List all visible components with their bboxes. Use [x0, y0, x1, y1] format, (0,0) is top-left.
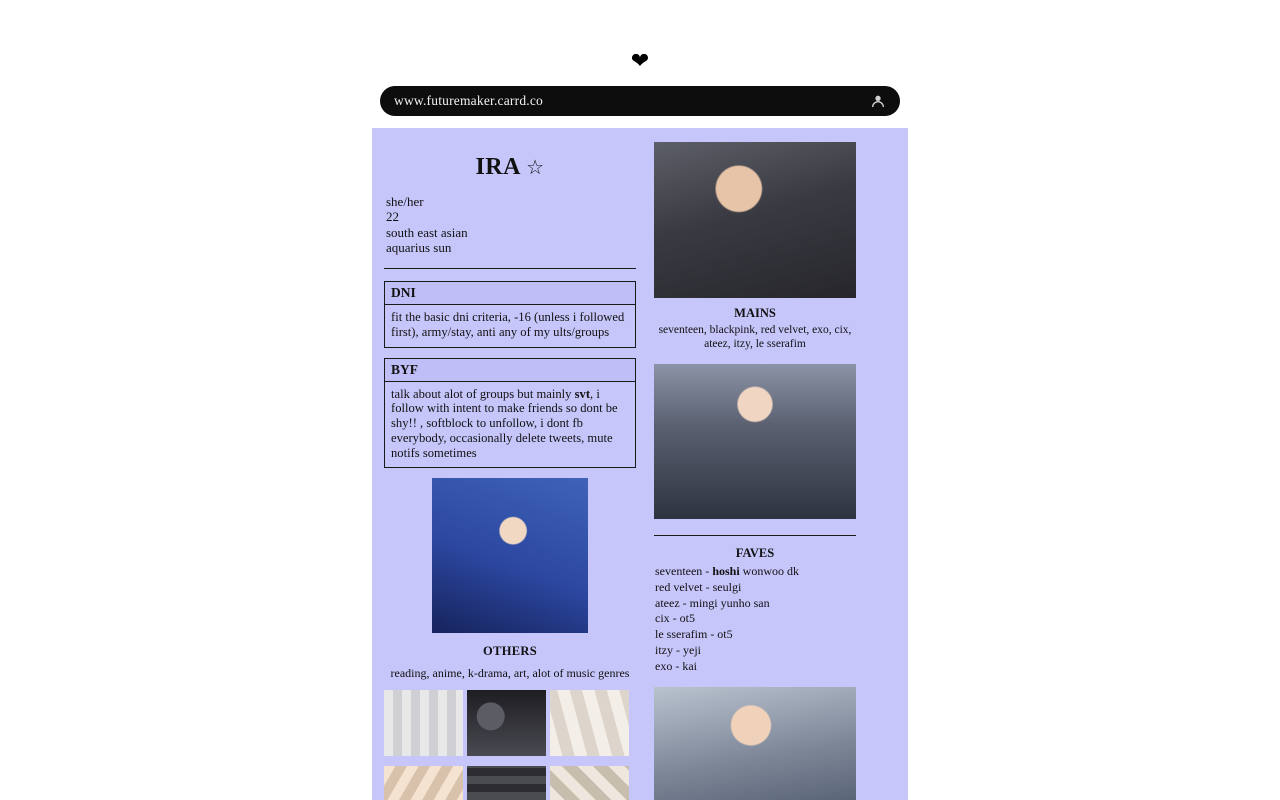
thumbnail-row-1	[384, 690, 636, 756]
thumbnail-row-2	[384, 766, 636, 800]
list-item: cix - ot5	[655, 611, 695, 626]
photo-group-dark	[467, 690, 546, 756]
card-columns	[372, 128, 908, 800]
fave-bold: hoshi	[712, 563, 740, 578]
carrd-card	[372, 128, 908, 800]
list-item: exo - kai	[655, 659, 697, 674]
bio-line: 22	[386, 209, 399, 225]
faves-title: FAVES	[735, 545, 775, 560]
url-text[interactable]: www.futuremaker.carrd.co	[394, 93, 543, 108]
profile-name-text: IRA	[475, 154, 520, 180]
photo-idol-female-silver-top	[654, 364, 856, 519]
byf-body-bold: svt	[574, 386, 591, 401]
photo-idol-blue-stage	[432, 478, 588, 633]
bio-list	[384, 195, 636, 255]
mains-text: seventeen, blackpink, red velvet, exo, cix, ateez, itzy, le sserafim	[658, 324, 852, 350]
byf-body-post: , i follow with intent to make friends so dont be shy!! , softblock to unfollow, i dont fb everybody, occasionally delete tweets, mute notifs sometimes	[391, 386, 618, 460]
others-text: reading, anime, k-drama, art, alot of music genres	[390, 666, 630, 681]
photo-group-warm	[550, 766, 629, 800]
person-icon[interactable]	[870, 93, 886, 109]
dni-title: DNI	[385, 282, 635, 305]
dni-body: fit the basic dni criteria, -16 (unless i followed first), army/stay, anti any of my ults/groups	[391, 310, 625, 339]
fave-post: wonwoo dk	[739, 563, 800, 578]
byf-box	[384, 358, 636, 469]
photo-idol-male-portrait	[654, 142, 856, 298]
address-bar[interactable]	[380, 86, 900, 116]
photo-group-stage	[384, 766, 463, 800]
others-title: OTHERS	[483, 644, 537, 659]
bio-line: she/her	[386, 194, 424, 209]
bio-line: aquarius sun	[386, 239, 452, 255]
photo-idol-denim-couch	[654, 687, 856, 800]
fave-pre: seventeen -	[655, 563, 713, 578]
bio-line: south east asian	[386, 224, 468, 240]
byf-title: BYF	[385, 359, 635, 382]
divider	[654, 535, 856, 536]
list-item: red velvet - seulgi	[655, 579, 742, 594]
dni-box	[384, 281, 636, 347]
right-column	[654, 142, 856, 800]
star-icon: ☆	[526, 157, 545, 179]
list-item: itzy - yeji	[655, 643, 701, 658]
photo-group-white-dresses	[550, 690, 629, 756]
faves-list	[654, 564, 856, 676]
photo-group-suits	[384, 690, 463, 756]
left-column	[384, 142, 636, 800]
byf-body-pre: talk about alot of groups but mainly	[391, 386, 575, 401]
mains-title: MAINS	[734, 306, 776, 320]
byf-body	[385, 382, 635, 468]
photo-duo-bw	[467, 766, 546, 800]
heart-icon: ❤	[630, 48, 650, 73]
list-item	[655, 564, 856, 580]
site-logo	[0, 50, 1280, 72]
page-title	[384, 154, 636, 181]
list-item: ateez - mingi yunho san	[655, 595, 770, 610]
list-item: le sserafim - ot5	[655, 627, 733, 642]
divider	[384, 268, 636, 269]
